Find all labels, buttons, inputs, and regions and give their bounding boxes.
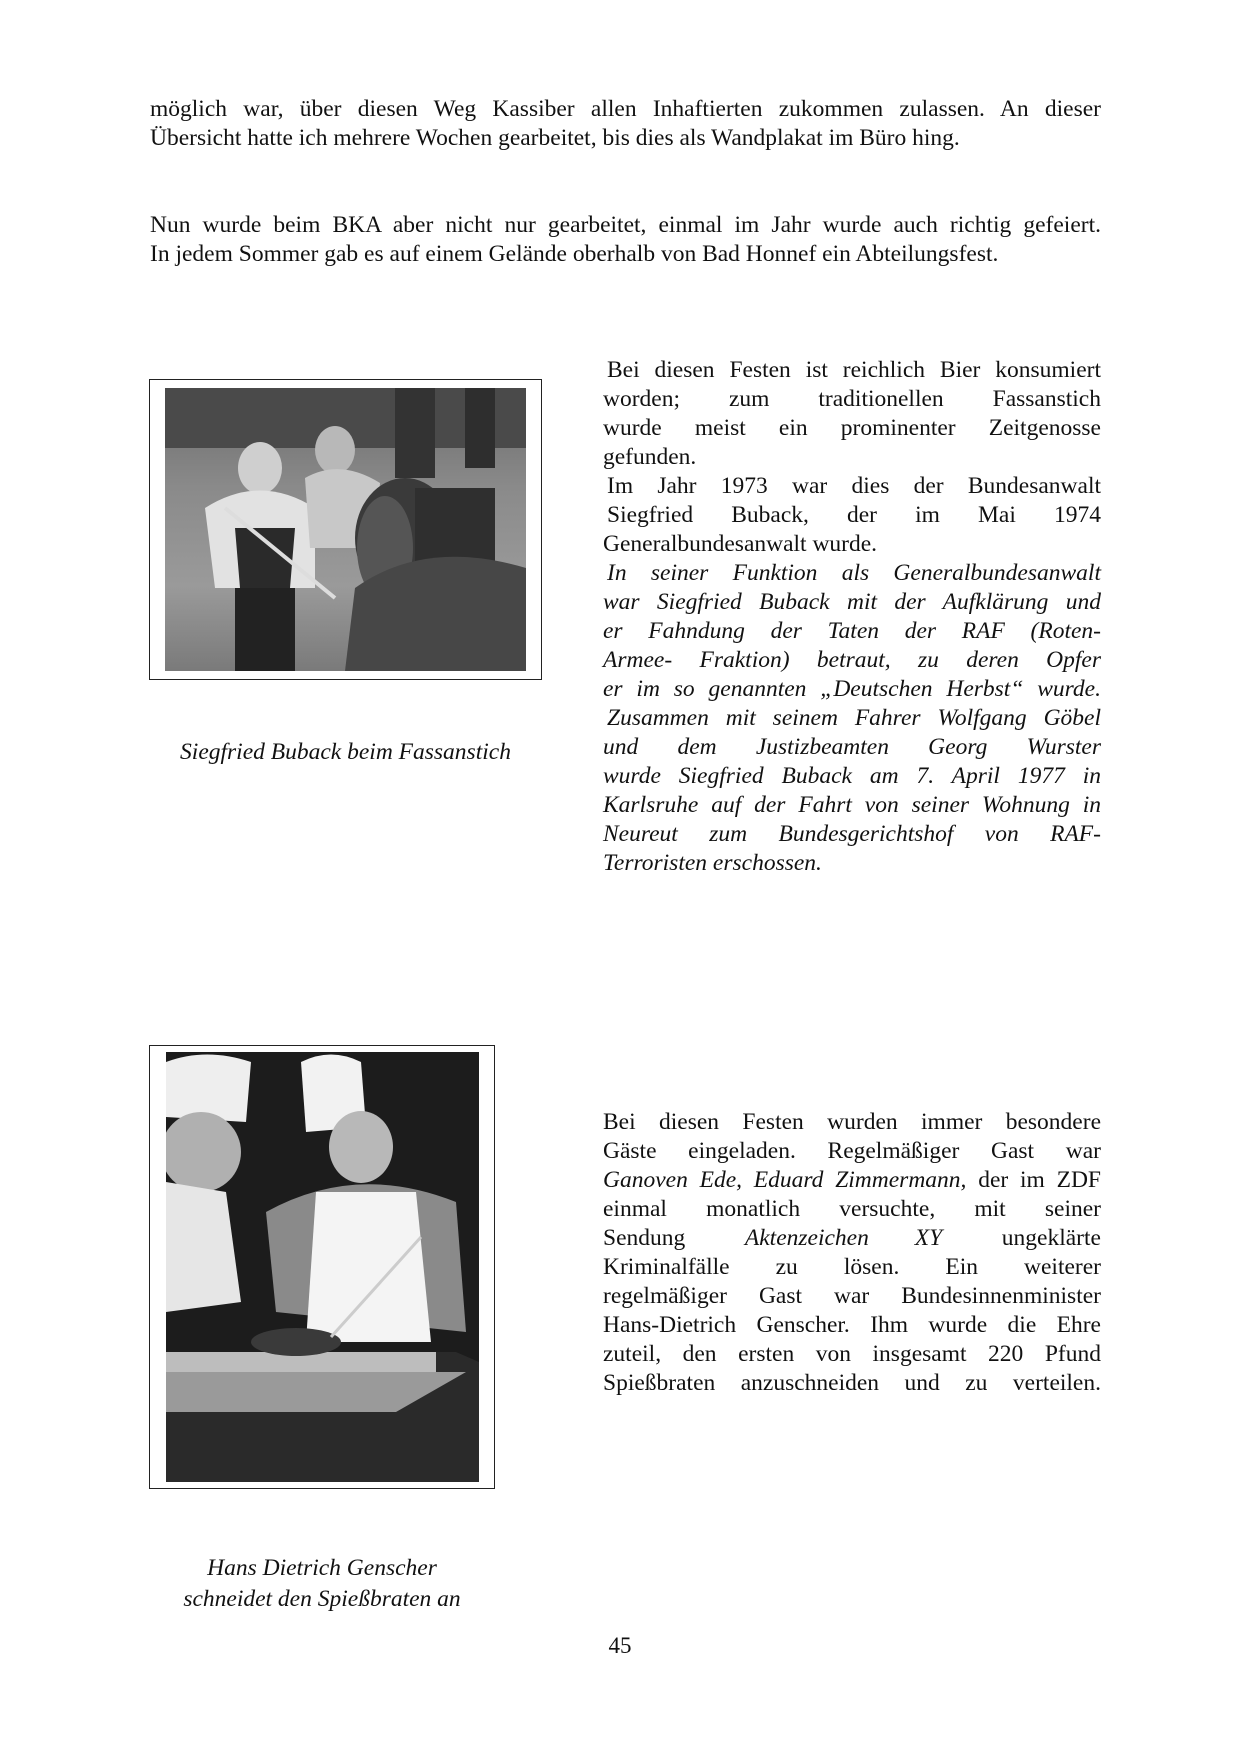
- body-line-italic: und dem Justizbeamten Georg Wurster: [603, 734, 1101, 760]
- photo-frame-genscher: [149, 1045, 495, 1489]
- body-line-italic: In seiner Funktion als Generalbundesanwalt: [607, 560, 1101, 586]
- body-line-italic: er im so genannten „Deutschen Herbst“ wurde.: [603, 676, 1101, 702]
- body-line: worden; zum traditionellen Fassanstich: [603, 386, 1101, 412]
- body-line: gefunden.: [603, 444, 697, 470]
- body-line-italic: Zusammen mit seinem Fahrer Wolfgang Göbel: [607, 705, 1101, 731]
- body-line: Hans-Dietrich Genscher. Ihm wurde die Ehre: [603, 1312, 1101, 1338]
- body-line: Generalbundesanwalt wurde.: [603, 531, 878, 557]
- page-number: 45: [608, 1633, 632, 1658]
- body-line: regelmäßiger Gast war Bundesinnenminister: [603, 1283, 1101, 1309]
- body-text: der im ZDF: [966, 1167, 1101, 1193]
- body-line: Siegfried Buback, der im Mai 1974: [607, 502, 1101, 528]
- body-text: Sendung: [603, 1225, 686, 1251]
- body-line-italic: Terroristen erschossen.: [603, 850, 822, 876]
- caption-line: Hans Dietrich Genscher: [207, 1555, 437, 1581]
- photo-caption-genscher: [149, 1553, 495, 1615]
- body-line: Gäste eingeladen. Regelmäßiger Gast war: [603, 1138, 1101, 1164]
- fest-line: Nun wurde beim BKA aber nicht nur gearbeitet, einmal im Jahr wurde auch richtig gefeiert.: [150, 212, 1101, 238]
- photo-frame-buback: [149, 379, 542, 680]
- body-line: Bei diesen Festen ist reichlich Bier konsumiert: [607, 357, 1101, 383]
- intro-line: möglich war, über diesen Weg Kassiber allen Inhaftierten zukommen zulassen. An dieser: [150, 96, 1101, 122]
- body-line: Bei diesen Festen wurden immer besondere: [603, 1109, 1101, 1135]
- photo-buback-fassanstich: [165, 388, 526, 671]
- photo-caption-buback: Siegfried Buback beim Fassanstich: [180, 739, 511, 765]
- body-line: zuteil, den ersten von insgesamt 220 Pfund: [603, 1341, 1101, 1367]
- fest-line: In jedem Sommer gab es auf einem Gelände oberhalb von Bad Honnef ein Abteilungsfest.: [150, 241, 999, 267]
- body-line: wurde meist ein prominenter Zeitgenosse: [603, 415, 1101, 441]
- body-line-mixed: [603, 1224, 1101, 1253]
- body-line-italic: Armee- Fraktion) betraut, zu deren Opfer: [603, 647, 1101, 673]
- body-line-italic: er Fahndung der Taten der RAF (Roten-: [603, 618, 1101, 644]
- body-line-italic: Karlsruhe auf der Fahrt von seiner Wohnung in: [603, 792, 1101, 818]
- italic-show-title: Aktenzeichen XY: [744, 1225, 943, 1251]
- body-text: ungeklärte: [1001, 1225, 1101, 1251]
- body-line-italic: Neureut zum Bundesgerichtshof von RAF-: [603, 821, 1101, 847]
- italic-name: Ganoven Ede, Eduard Zimmermann,: [603, 1167, 967, 1193]
- body-line-mixed: [603, 1166, 1101, 1195]
- body-line-italic: wurde Siegfried Buback am 7. April 1977 in: [603, 763, 1101, 789]
- body-line-italic: war Siegfried Buback mit der Aufklärung und: [603, 589, 1101, 615]
- body-line: Kriminalfälle zu lösen. Ein weiterer: [603, 1254, 1101, 1280]
- body-line: einmal monatlich versuchte, mit seiner: [603, 1196, 1101, 1222]
- intro-line: Übersicht hatte ich mehrere Wochen gearbeitet, bis dies als Wandplakat im Büro hing.: [150, 125, 960, 151]
- body-line: Spießbraten anzuschneiden und zu verteilen.: [603, 1370, 1101, 1396]
- photo-genscher-spiessbraten: [166, 1052, 479, 1482]
- body-line: Im Jahr 1973 war dies der Bundesanwalt: [607, 473, 1101, 499]
- caption-line: schneidet den Spießbraten an: [183, 1586, 461, 1612]
